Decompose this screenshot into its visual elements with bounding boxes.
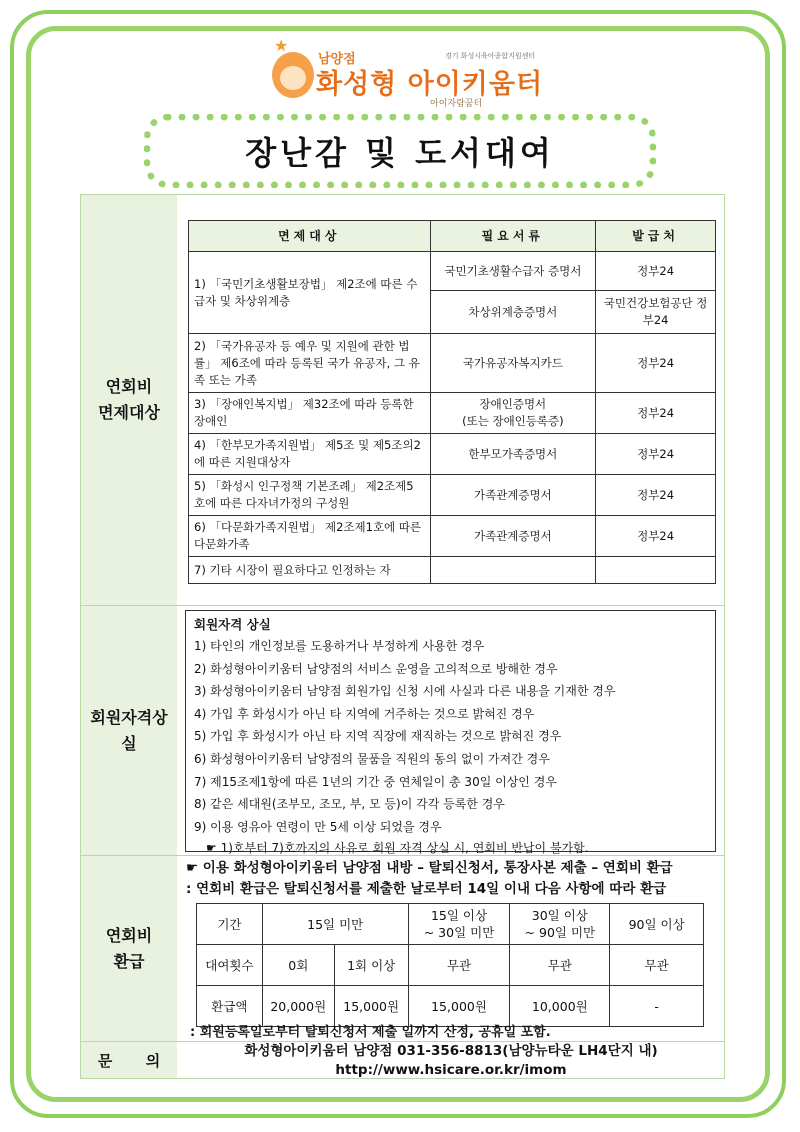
target-cell: 5) 「화성시 인구정책 기본조례」 제2조제5호에 따른 다자녀가정의 구성원 [189,475,431,516]
exempt-table [188,220,716,584]
refund-line-2: : 연회비 환급은 탈퇴신청서를 제출한 날로부터 14일 이내 다음 사항에 따라 환급 [186,881,667,897]
doc-cell: 국민기초생활수급자 증명서 [430,252,596,291]
period-cell: 90일 이상 [610,904,704,945]
doc-cell: 장애인증명서 (또는 장애인등록증) [430,393,596,434]
issuer-cell: 정부24 [596,393,716,434]
table-row [189,393,716,434]
amount-cell: - [610,986,704,1027]
table-row [189,516,716,557]
doc-cell: 가족관계증명서 [430,516,596,557]
header-target: 면제대상 [189,221,431,252]
issuer-cell: 정부24 [596,434,716,475]
target-cell: 2) 「국가유공자 등 예우 및 지원에 관한 법률」 제6조에 따라 등록된 국가 유공자, 그 유족 또는 가족 [189,334,431,393]
issuer-cell [596,557,716,584]
period-cell: 30일 이상 ~ 90일 미만 [510,904,610,945]
list-item: 9) 이용 영유아 연령이 만 5세 이상 되었을 경우 [194,819,442,834]
table-row [197,945,704,986]
count-cell: 0회 [262,945,334,986]
table-row [197,904,704,945]
list-item: 6) 화성형아이키움터 남양점의 물품을 직원의 동의 없이 가져간 경우 [194,751,550,766]
table-header-row [189,221,716,252]
count-cell: 무관 [408,945,510,986]
doc-cell [430,557,596,584]
amount-cell: 20,000원 [262,986,334,1027]
contact-line: 화성형아이키움터 남양점 031-356-8813(남양뉴타운 LH4단지 내) [244,1043,658,1059]
table-row [189,434,716,475]
period-label: 기간 [197,904,263,945]
amount-cell: 10,000원 [510,986,610,1027]
issuer-cell: 정부24 [596,475,716,516]
period-cell: 15일 미만 [262,904,408,945]
doc-cell: 국가유공자복지카드 [430,334,596,393]
issuer-cell: 국민건강보험공단 정부24 [596,291,716,334]
count-cell: 1회 이상 [334,945,408,986]
loss-note: ☛ 1)호부터 7)호까지의 사유로 회원 자격 상실 시, 연회비 반납이 불가함. [206,841,589,856]
target-cell: 3) 「장애인복지법」 제32조에 따라 등록한 장애인 [189,393,431,434]
contact-info [178,1042,724,1080]
title-box [144,114,656,188]
logo-brand: 화성형 아이키움터 [316,69,544,100]
period-cell: 15일 이상 ~ 30일 미만 [408,904,510,945]
target-cell: 6) 「다문화가족지원법」 제2조제1호에 따른 다문화가족 [189,516,431,557]
refund-line-1: ☛ 이용 화성형아이키움터 남양점 내방 – 탈퇴신청서, 통장사본 제출 – 연회비 환급 [186,860,673,876]
contact-label-b: 의 [145,1051,161,1070]
list-item: 1) 타인의 개인정보를 도용하거나 부정하게 사용한 경우 [194,639,485,653]
count-label: 대여횟수 [197,945,263,986]
amount-label: 환급액 [197,986,263,1027]
contact-label [81,1042,177,1078]
target-cell: 1) 「국민기초생활보장법」 제2조에 따른 수급자 및 차상위계층 [189,252,431,334]
list-item: 7) 제15조제1항에 따른 1년의 기간 중 연체일이 총 30일 이상인 경우 [194,774,557,789]
amount-cell: 15,000원 [408,986,510,1027]
target-cell: 4) 「한부모가족지원법」 제5조 및 제5조의2에 따른 지원대상자 [189,434,431,475]
page-title: 장난감 및 도서대여 [245,134,555,172]
contact-label-a: 문 [97,1051,113,1070]
org-name: 경기 화성시육아종합지원센터 [445,52,536,60]
membership-loss-box [185,610,716,856]
website-link[interactable]: http://www.hsicare.or.kr/imom [335,1062,567,1078]
logo-tagline: 아이자람꿈터 [430,99,483,109]
count-cell: 무관 [610,945,704,986]
loss-heading: 회원자격 상실 [194,617,271,632]
doc-cell: 한부모가족증명서 [430,434,596,475]
refund-description [186,858,673,900]
refund-table [196,903,704,1027]
header-issuer: 발급처 [596,221,716,252]
section-exempt-label [81,195,177,605]
target-cell: 7) 기타 시장이 필요하다고 인정하는 자 [189,557,431,584]
issuer-cell: 정부24 [596,516,716,557]
amount-cell: 15,000원 [334,986,408,1027]
table-row [189,557,716,584]
table-row [189,252,716,291]
refund-footnote: : 회원등록일로부터 탈퇴신청서 제출 일까지 산정, 공휴일 포함. [190,1025,551,1040]
doc-cell: 차상위계층증명서 [430,291,596,334]
star-icon: ★ [274,36,289,55]
logo-branch: 남양점 [318,52,356,67]
child-face-icon [272,52,314,98]
list-item: 8) 같은 세대원(조부모, 조모, 부, 모 등)이 각각 등록한 경우 [194,797,505,812]
list-item: 3) 화성형아이키움터 남양점 회원가입 신청 시에 사실과 다른 내용을 기재한 경우 [194,684,616,699]
section-loss-text: 회원자격상 실 [90,707,168,753]
header-docs: 필요서류 [430,221,596,252]
issuer-cell: 정부24 [596,252,716,291]
count-cell: 무관 [510,945,610,986]
table-row [189,334,716,393]
section-refund-label [81,856,177,1041]
divider [81,605,724,606]
section-refund-text: 연회비 환급 [105,925,153,971]
table-row [189,475,716,516]
issuer-cell: 정부24 [596,334,716,393]
list-item: 5) 가입 후 화성시가 아닌 타 지역 직장에 재직하는 것으로 밝혀진 경우 [194,729,562,744]
section-exempt-text: 연회비 면제대상 [98,377,160,422]
list-item: 2) 화성형아이키움터 남양점의 서비스 운영을 고의적으로 방해한 경우 [194,661,558,676]
list-item: 4) 가입 후 화성시가 아닌 타 지역에 거주하는 것으로 밝혀진 경우 [194,706,535,721]
section-loss-label [81,606,177,855]
doc-cell: 가족관계증명서 [430,475,596,516]
